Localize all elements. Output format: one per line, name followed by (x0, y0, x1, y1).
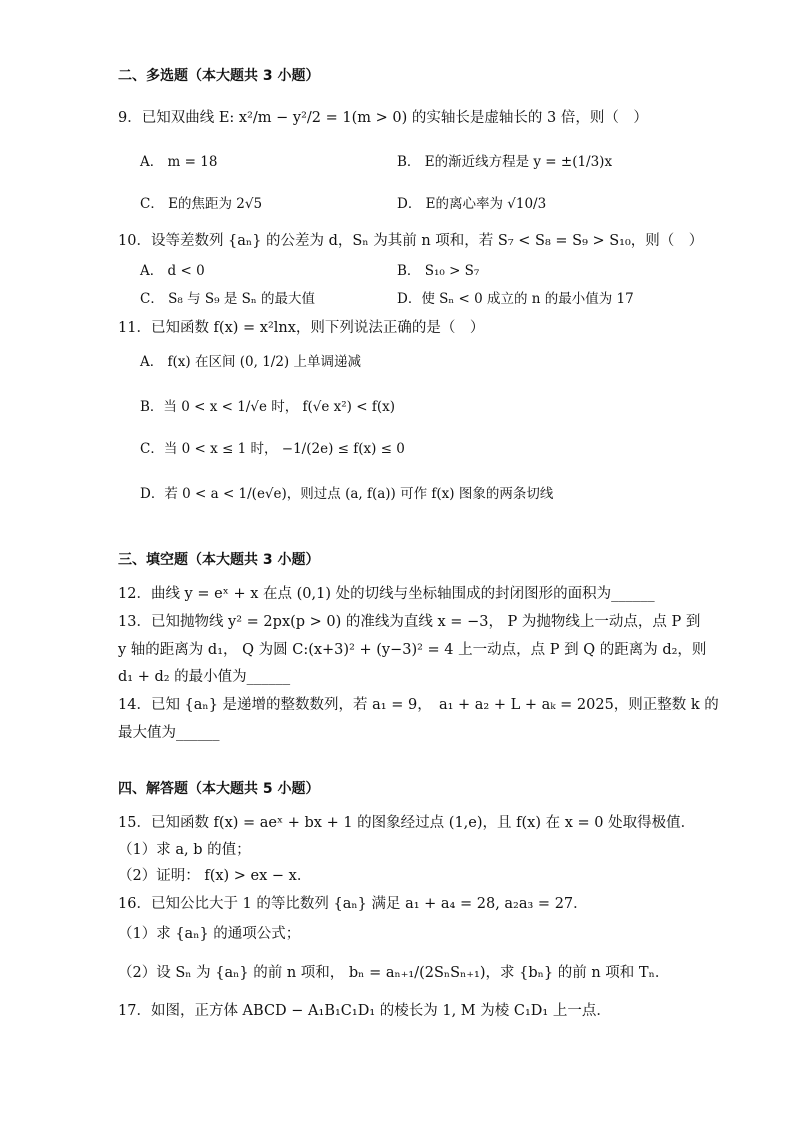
q10-option-c: C． S₈ 与 S₉ 是 Sₙ 的最大值 (140, 291, 315, 307)
q10-option-d: D．使 Sₙ < 0 成立的 n 的最小值为 17 (397, 291, 634, 307)
q9-option-b: B． E的渐近线方程是 y = ±(1/3)x (397, 154, 613, 170)
question-15-part-2: （2）证明： f(x) > ex − x． (118, 868, 312, 884)
section-title-solution: 四、解答题（本大题共 5 小题） (118, 781, 320, 797)
q11-option-b: B．当 0 < x < 1/√e 时， f(√e x²) < f(x) (140, 399, 395, 415)
question-11-stem: 11．已知函数 f(x) = x²lnx，则下列说法正确的是（ ） (118, 320, 485, 336)
question-16-part-1: （1）求 {aₙ} 的通项公式； (118, 926, 301, 942)
section-title-multiple-choice: 二、多选题（本大题共 3 小题） (118, 68, 320, 84)
q9-option-d: D． E的离心率为 √10/3 (397, 196, 547, 212)
q10-option-b: B． S₁₀ > S₇ (397, 263, 480, 279)
section-title-fill-in: 三、填空题（本大题共 3 小题） (118, 552, 320, 568)
question-14-line-1: 14．已知 {aₙ} 是递增的整数数列，若 a₁ = 9， a₁ + a₂ + L + aₖ = 2025，则正整数 k 的 (118, 697, 719, 713)
question-13-line-2: y 轴的距离为 d₁， Q 为圆 C:(x+3)² + (y−3)² = 4 上一动点，点 P 到 Q 的距离为 d₂，则 (118, 642, 707, 658)
q9-option-c: C． E的焦距为 2√5 (140, 196, 263, 212)
q11-option-c: C．当 0 < x ≤ 1 时， −1/(2e) ≤ f(x) ≤ 0 (140, 441, 405, 457)
q9-option-a: A． m = 18 (140, 154, 218, 170)
q11-option-d: D．若 0 < a < 1/(e√e)，则过点 (a, f(a)) 可作 f(x) 图象的两条切线 (140, 486, 554, 502)
question-13-line-1: 13．已知抛物线 y² = 2px(p > 0) 的准线为直线 x = −3， P 为抛物线上一动点，点 P 到 (118, 614, 701, 630)
q10-option-a: A． d < 0 (140, 263, 205, 279)
question-14-line-2: 最大值为______ (118, 725, 220, 741)
question-13-line-3: d₁ + d₂ 的最小值为______ (118, 669, 291, 685)
question-17: 17．如图，正方体 ABCD − A₁B₁C₁D₁ 的棱长为 1, M 为棱 C₁D₁ 上一点． (118, 1003, 611, 1019)
question-10-stem: 10．设等差数列 {aₙ} 的公差为 d，Sₙ 为其前 n 项和，若 S₇ < S₈ = S₉ > S₁₀，则（ ） (118, 233, 704, 249)
question-16: 16．已知公比大于 1 的等比数列 {aₙ} 满足 a₁ + a₄ = 28, a₂a₃ = 27． (118, 896, 588, 912)
question-16-part-2: （2）设 Sₙ 为 {aₙ} 的前 n 项和， bₙ = aₙ₊₁/(2SₙSₙ₊₁)，求 {bₙ} 的前 n 项和 Tₙ． (118, 965, 670, 981)
question-15-part-1: （1）求 a, b 的值； (118, 842, 251, 858)
question-9-stem: 9．已知双曲线 E: x²/m − y²/2 = 1(m > 0) 的实轴长是虚轴长的 3 倍，则（ ） (118, 110, 648, 126)
question-15: 15．已知函数 f(x) = aeˣ + bx + 1 的图象经过点 (1,e)，且 f(x) 在 x = 0 处取得极值． (118, 815, 696, 831)
q11-option-a: A． f(x) 在区间 (0, 1/2) 上单调递减 (140, 354, 361, 370)
question-12: 12．曲线 y = eˣ + x 在点 (0,1) 处的切线与坐标轴围成的封闭图形的面积为______ (118, 586, 655, 602)
